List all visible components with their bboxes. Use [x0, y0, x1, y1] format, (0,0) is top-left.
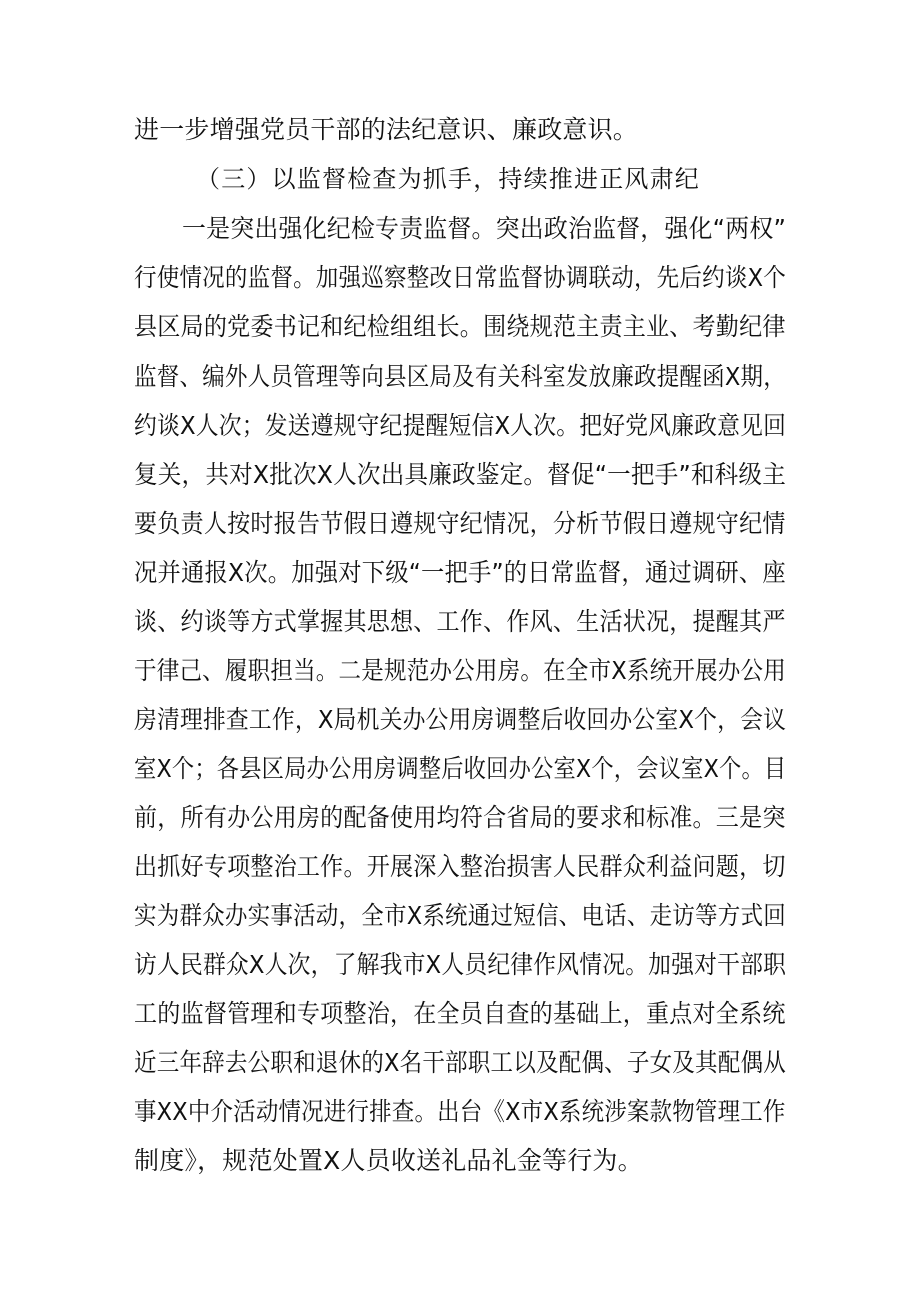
body-text-line: 出抓好专项整治工作。开展深入整治损害人民群众利益问题，切: [134, 852, 786, 881]
body-text-line: 近三年辞去公职和退休的X名干部职工以及配偶、子女及其配偶从: [134, 1048, 786, 1077]
body-text-line: 实为群众办实事活动，全市X系统通过短信、电话、走访等方式回: [134, 901, 786, 930]
body-text-line: 复关，共对X批次X人次出具廉政鉴定。督促“一把手”和科级主: [134, 460, 786, 489]
body-text-line: 前，所有办公用房的配备使用均符合省局的要求和标准。三是突: [134, 803, 786, 832]
body-text-line: 工的监督管理和专项整治，在全员自查的基础上，重点对全系统: [134, 999, 786, 1028]
body-text-line: 况并通报X次。加强对下级“一把手”的日常监督，通过调研、座: [134, 558, 786, 587]
body-text-line: 室X个；各县区局办公用房调整后收回办公室X个，会议室X个。目: [134, 754, 787, 783]
body-text-line: 县区局的党委书记和纪检组组长。围绕规范主责主业、考勤纪律: [134, 312, 786, 341]
body-text-line: 进一步增强党员干部的法纪意识、廉政意识。: [134, 115, 639, 144]
body-text-line: 行使情况的监督。加强巡察整改日常监督协调联动，先后约谈X个: [134, 263, 786, 292]
body-text-line: 约谈X人次；发送遵规守纪提醒短信X人次。把好党风廉政意见回: [134, 411, 787, 440]
body-text-line: 要负责人按时报告节假日遵规守纪情况，分析节假日遵规守纪情: [134, 509, 786, 538]
body-text-line: 房清理排查工作，X局机关办公用房调整后收回办公室X个，会议: [134, 705, 787, 734]
body-text-line: 监督、编外人员管理等向县区局及有关科室发放廉政提醒函X期，: [134, 362, 786, 391]
body-text-line: 事XX中介活动情况进行排查。出台《X市X系统涉案款物管理工作: [134, 1097, 786, 1126]
body-text-line: 谈、约谈等方式掌握其思想、工作、作风、生活状况，提醒其严: [134, 607, 786, 636]
body-text-line: 于律己、履职担当。二是规范办公用房。在全市X系统开展办公用: [134, 656, 786, 685]
body-text-line: 访人民群众X人次，了解我市X人员纪律作风情况。加强对干部职: [134, 950, 787, 979]
section-heading: （三）以监督检查为抓手，持续推进正风肃纪: [196, 165, 700, 193]
body-text-line: 一是突出强化纪检专责监督。突出政治监督，强化“两权”: [182, 214, 787, 243]
body-text-line: 制度》，规范处置X人员收送礼品礼金等行为。: [134, 1146, 643, 1175]
